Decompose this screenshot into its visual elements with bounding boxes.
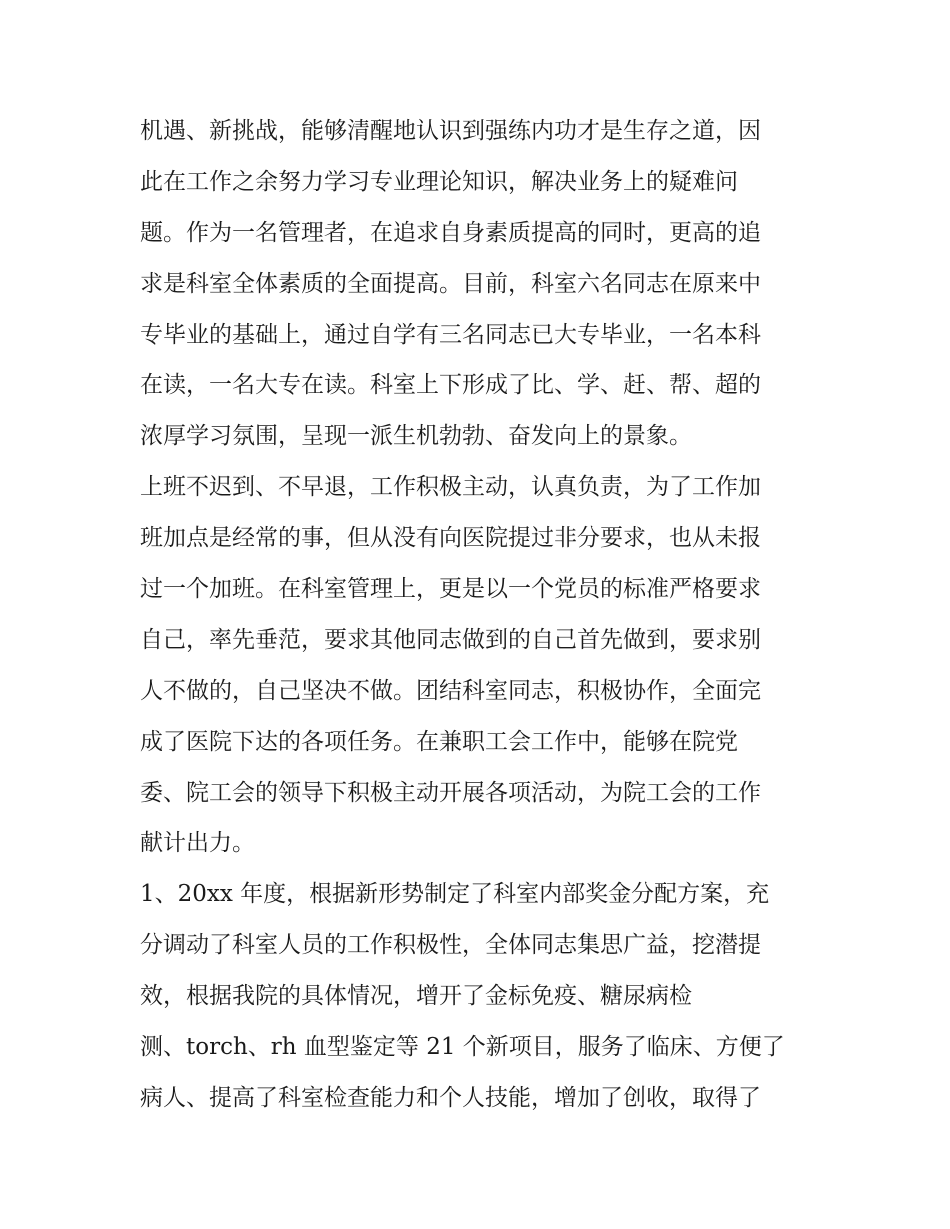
text-line: 此在工作之余努力学习专业理论知识，解决业务上的疑难问 bbox=[140, 168, 738, 195]
text-line: 班加点是经常的事，但从没有向医院提过非分要求，也从未报 bbox=[140, 525, 761, 552]
text-line: 病人、提高了科室检查能力和个人技能，增加了创收，取得了 bbox=[140, 1084, 761, 1111]
text-line: 委、院工会的领导下积极主动开展各项活动，为院工会的工作 bbox=[140, 779, 761, 806]
text-line: 在读，一名大专在读。科室上下形成了比、学、赶、帮、超的 bbox=[140, 372, 761, 399]
text-line: 成了医院下达的各项任务。在兼职工会工作中，能够在院党 bbox=[140, 728, 738, 755]
text-line: 自己，率先垂范，要求其他同志做到的自己首先做到，要求别 bbox=[140, 626, 761, 653]
text-line: 献计出力。 bbox=[140, 830, 255, 857]
text-line: 求是科室全体素质的全面提高。目前，科室六名同志在原来中 bbox=[140, 270, 761, 297]
text-line: 题。作为一名管理者，在追求自身素质提高的同时，更高的追 bbox=[140, 219, 761, 246]
text-line: 浓厚学习氛围，呈现一派生机勃勃、奋发向上的景象。 bbox=[140, 423, 692, 450]
text-line: 效，根据我院的具体情况，增开了金标免疫、糖尿病检 bbox=[140, 983, 692, 1010]
text-line: 分调动了科室人员的工作积极性，全体同志集思广益，挖潜提 bbox=[140, 932, 761, 959]
text-line: 专毕业的基础上，通过自学有三名同志已大专毕业，一名本科 bbox=[140, 321, 761, 348]
text-line: 机遇、新挑战，能够清醒地认识到强练内功才是生存之道，因 bbox=[140, 118, 761, 144]
body-text bbox=[140, 106, 830, 1124]
text-line: 上班不迟到、不早退，工作积极主动，认真负责，为了工作加 bbox=[140, 474, 761, 501]
text-line: 1、20xx 年度，根据新形势制定了科室内部奖金分配方案，充 bbox=[140, 881, 770, 908]
text-line: 人不做的，自己坚决不做。团结科室同志，积极协作，全面完 bbox=[140, 677, 761, 704]
text-line: 测、torch、rh 血型鉴定等 21 个新项目，服务了临床、方便了 bbox=[140, 1034, 785, 1061]
text-line: 过一个加班。在科室管理上，更是以一个党员的标准严格要求 bbox=[140, 576, 761, 603]
